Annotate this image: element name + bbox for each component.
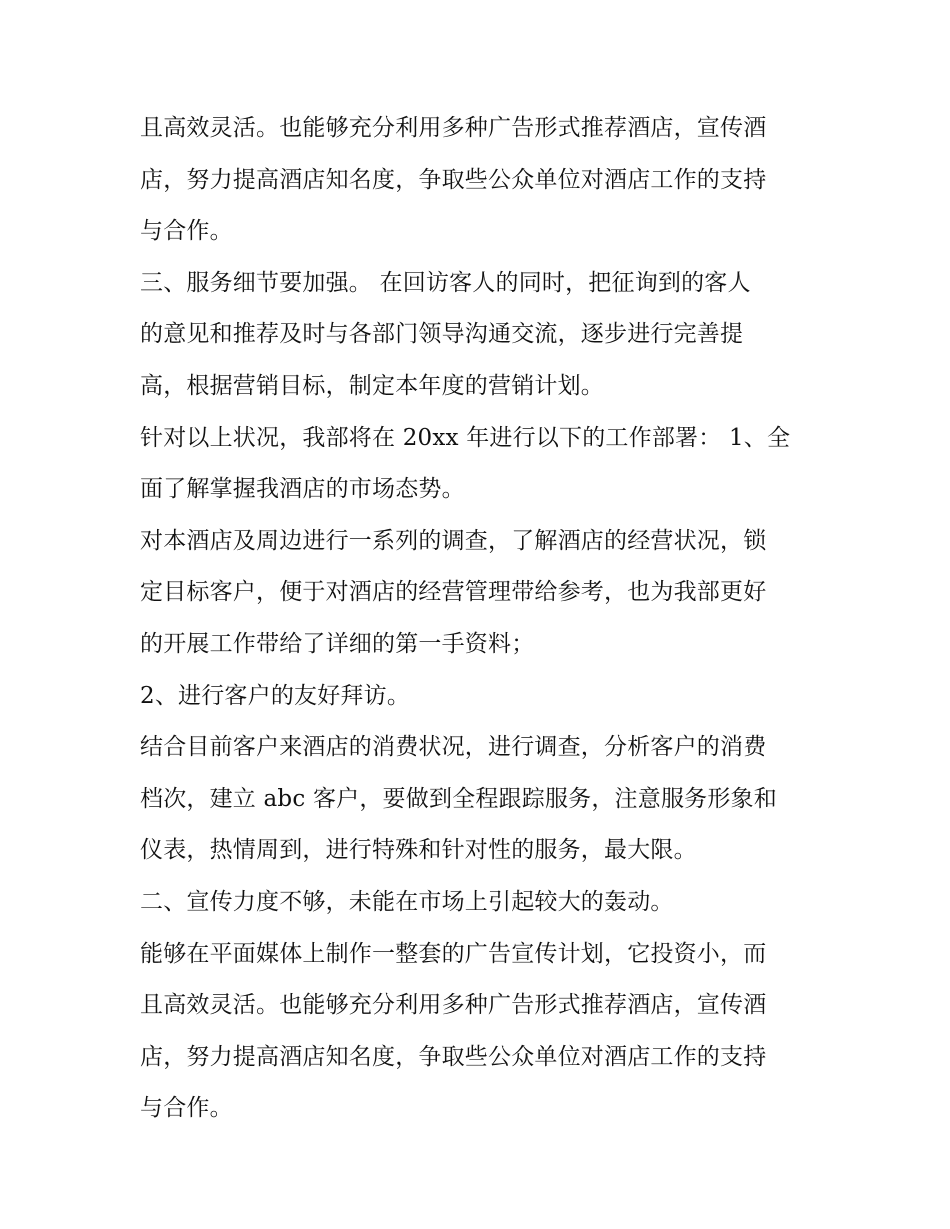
text-line: 面了解掌握我酒店的市场态势。 (140, 476, 465, 503)
document-body (140, 103, 812, 1135)
text-line: 2、进行客户的友好拜访。 (140, 682, 411, 709)
text-line: 针对以上状况，我部将在 20xx 年进行以下的工作部署： 1、全 (140, 424, 791, 451)
text-line: 且高效灵活。也能够充分利用多种广告形式推荐酒店，宣传酒 (140, 115, 767, 141)
text-line: 店，努力提高酒店知名度，争取些公众单位对酒店工作的支持 (140, 1043, 767, 1070)
text-line: 的开展工作带给了详细的第一手资料； (140, 630, 535, 657)
text-line: 档次，建立 abc 客户，要做到全程跟踪服务，注意服务形象和 (140, 785, 777, 812)
text-line: 与合作。 (140, 218, 233, 245)
text-line: 店，努力提高酒店知名度，争取些公众单位对酒店工作的支持 (140, 166, 767, 193)
text-line: 能够在平面媒体上制作一整套的广告宣传计划，它投资小，而 (140, 940, 767, 967)
text-line: 对本酒店及周边进行一系列的调查，了解酒店的经营状况，锁 (140, 527, 767, 554)
text-line: 结合目前客户来酒店的消费状况，进行调查，分析客户的消费 (140, 734, 767, 761)
text-line: 高，根据营销目标，制定本年度的营销计划。 (140, 372, 604, 399)
text-line: 仪表，热情周到，进行特殊和针对性的服务，最大限。 (140, 837, 697, 864)
text-line: 定目标客户，便于对酒店的经营管理带给参考，也为我部更好 (140, 579, 767, 606)
text-line: 二、宣传力度不够，未能在市场上引起较大的轰动。 (140, 888, 674, 915)
text-line: 的意见和推荐及时与各部门领导沟通交流，逐步进行完善提 (140, 321, 744, 348)
text-line: 与合作。 (140, 1095, 233, 1122)
text-line: 且高效灵活。也能够充分利用多种广告形式推荐酒店，宣传酒 (140, 992, 767, 1019)
text-line: 三、服务细节要加强。 在回访客人的同时，把征询到的客人 (140, 269, 751, 296)
